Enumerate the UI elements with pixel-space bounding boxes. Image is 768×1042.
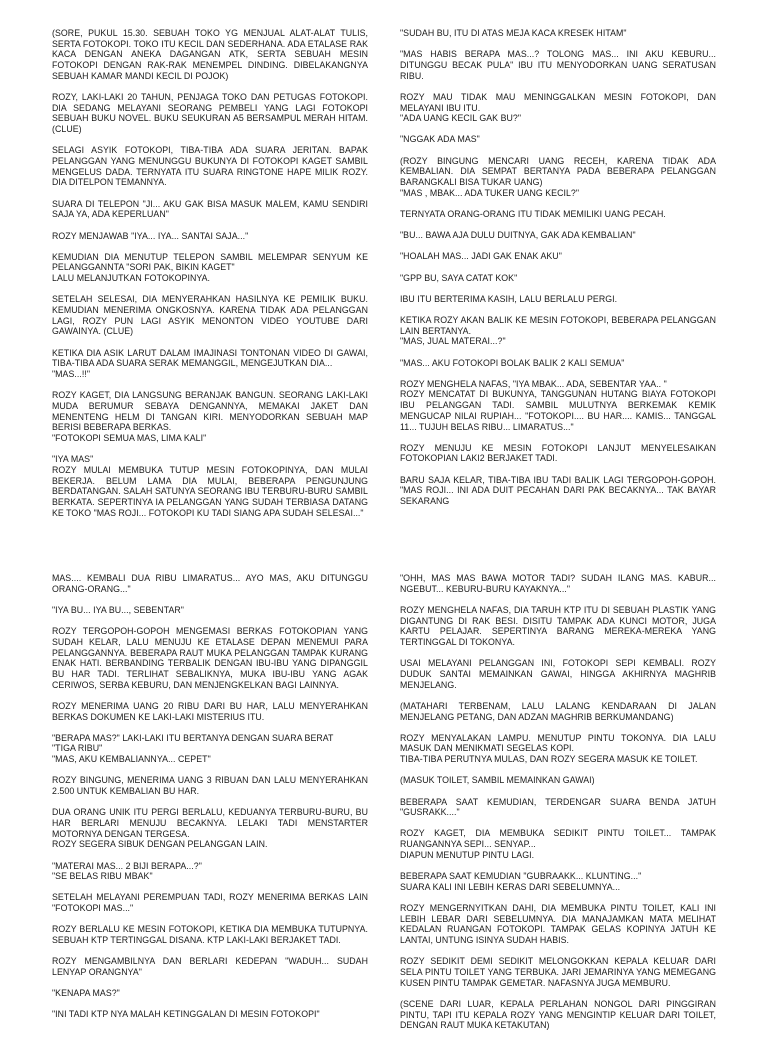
paragraph: (MATAHARI TERBENAM, LALU LALANG KENDARAAN DI JALAN MENJELANG PETANG, DAN ADZAN MAGHRIB BERKUMANDANG) — [400, 700, 716, 722]
paragraph: ROZY MENGHELA NAFAS, "IYA MBAK... ADA, SEBENTAR YAA.. " ROZY MENCATAT DI BUKUNYA, TANGGUNAN HUTANG BIAYA FOTOKOPI IBU PELANGGAN TADI. SAMBIL MULUTNYA BERKEMAK KEMIK MENGUCAP NILAI RUPIAH... "FOTOKOPI.... BU HAR.... KAMIS... TANGGAL 11... TUJUH BELAS RIBU... LIMARATUS..." — [400, 378, 716, 432]
paragraph: SETELAH SELESAI, DIA MENYERAHKAN HASILNYA KE PEMILIK BUKU. KEMUDIAN MENERIMA ONGKOSNYA. KARENA TIDAK ADA PELANGGAN LAGI, ROZY PUN LAGI ASYIK MENONTON VIDEO YOUTUBE DARI GAWAINYA. (CLUE) — [52, 294, 368, 337]
paragraph: USAI MELAYANI PELANGGAN INI, FOTOKOPI SEPI KEMBALI. ROZY DUDUK SANTAI MEMAINKAN GAWAI, HINGGA AKHIRNYA MAGHRIB MENJELANG. — [400, 658, 716, 690]
paragraph: ROZY MENGERNYITKAN DAHI, DIA MEMBUKA PINTU TOILET, KALI INI LEBIH LEBAR DARI SEBELUMNYA. DIA MANAJAMKAN MATA MELIHAT KEDALAN RUANGAN FOTOKOPI. TAMPAK GELAS KOPINYA JATUH KE LANTAI, UNTUNG ISINYA SUDAH HABIS. — [400, 902, 716, 946]
paragraph: (SCENE DARI LUAR, KEPALA PERLAHAN NONGOL DARI PINGGIRAN PINTU, TAPI ITU KEPALA ROZY YANG MENGINTIP KELUAR DARI TOILET, DENGAN RAUT MUKA KETAKUTAN) — [400, 998, 716, 1031]
paragraph: "MAS... AKU FOTOKOPI BOLAK BALIK 2 KALI SEMUA" — [400, 357, 625, 368]
paragraph: "MATERAI MAS... 2 BIJI BERAPA...?" "SE BELAS RIBU MBAK" — [52, 860, 202, 882]
paragraph: MAS.... KEMBALI DUA RIBU LIMARATUS... AYO MAS, AKU DITUNGGU ORANG-ORANG..." — [52, 573, 368, 594]
paragraph: ROZY MENUJU KE MESIN FOTOKOPI LANJUT MENYELESAIKAN FOTOKOPIAN LAKI2 BERJAKET TADI. — [400, 442, 716, 464]
paragraph: SELAGI ASYIK FOTOKOPI, TIBA-TIBA ADA SUARA JERITAN. BAPAK PELANGGAN YANG MENUNGGU BUKUNYA DI FOTOKOPI KAGET SAMBIL MENGELUS DADA. TERNYATA ITU SUARA RINGTONE HAPE MILIK ROZY. DIA DITELPON TEMANNYA. — [52, 145, 368, 188]
paragraph: "HOALAH MAS... JADI GAK ENAK AKU" — [400, 251, 562, 262]
paragraph: "IYA BU... IYA BU..., SEBENTAR" — [52, 604, 184, 615]
paragraph: BEBERAPA SAAT KEMUDIAN "GUBRAAKK... KLUNTING..." SUARA KALI INI LEBIH KERAS DARI SEBELUMNYA... — [400, 871, 642, 892]
paragraph: "KENAPA MAS?" — [52, 988, 120, 999]
page-1-left-column — [52, 28, 368, 529]
script-page-1 — [0, 0, 768, 518]
paragraph: ROZY MENGHELA NAFAS, DIA TARUH KTP ITU DI SEBUAH PLASTIK YANG DIGANTUNG DI RAK BESI. DISITU TAMPAK ADA KUNCI MOTOR, JUGA KARTU PELAJAR. SEPERTINYA BARANG MEREKA-MEREKA YANG TERTINGGAL DI TOKONYA. — [400, 604, 716, 648]
paragraph: ROZY MENYALAKAN LAMPU. MENUTUP PINTU TOKONYA. DIA LALU MASUK DAN MENIKMATI SEGELAS KOPI. TIBA-TIBA PERUTNYA MULAS, DAN ROZY SEGERA MASUK KE TOILET. — [400, 732, 716, 765]
paragraph: (ROZY BINGUNG MENCARI UANG RECEH, KARENA TIDAK ADA KEMBALIAN. DIA SEMPAT BERTANYA PADA BEBERAPA PELANGGAN BARANGKALI BISA TUKAR UANG) "MAS , MBAK... ADA TUKER UANG KECIL?" — [400, 155, 716, 198]
paragraph: ROZY MENJAWAB "IYA... IYA... SANTAI SAJA..." — [52, 230, 249, 241]
paragraph: ROZY MENGAMBILNYA DAN BERLARI KEDEPAN "WADUH... SUDAH LENYAP ORANGNYA" — [52, 956, 368, 977]
page-1-right-column — [400, 28, 716, 517]
paragraph: "MAS HABIS BERAPA MAS...? TOLONG MAS... INI AKU KEBURU... DITUNGGU BECAK PULA" IBU ITU MENYODORKAN UANG SERATUSAN RIBU. — [400, 49, 716, 81]
paragraph: SETELAH MELAYANI PEREMPUAN TADI, ROZY MENERIMA BERKAS LAIN "FOTOKOPI MAS..." — [52, 892, 368, 914]
paragraph: "IYA MAS" ROZY MULAI MEMBUKA TUTUP MESIN FOTOKOPINYA, DAN MULAI BEKERJA. BELUM LAMA DIA MULAI, BEBERAPA PENGUNJUNG BERDATANGAN. SALAH SATUNYA SEORANG IBU TERBURU-BURU SAMBIL BERKATA. SEPERTINYA IA PELANGGAN YANG SUDAH TERBIASA DATANG KE TOKO "MAS ROJI... FOTOKOPI KU TADI SIANG APA SUDAH SELESAI..." — [52, 454, 368, 518]
paragraph: IBU ITU BERTERIMA KASIH, LALU BERLALU PERGI. — [400, 293, 618, 304]
paragraph: ROZY MENERIMA UANG 20 RIBU DARI BU HAR, LALU MENYERAHKAN BERKAS DOKUMEN KE LAKI-LAKI MISTERIUS ITU. — [52, 700, 368, 722]
paragraph: "BERAPA MAS?" LAKI-LAKI ITU BERTANYA DENGAN SUARA BERAT "TIGA RIBU" "MAS, AKU KEMBALIANNYA... CEPET" — [52, 732, 334, 765]
paragraph: "BU... BAWA AJA DULU DUITNYA, GAK ADA KEMBALIAN" — [400, 230, 636, 241]
paragraph: "NGGAK ADA MAS" — [400, 134, 480, 145]
paragraph: ROZY SEDIKIT DEMI SEDIKIT MELONGOKKAN KEPALA KELUAR DARI SELA PINTU TOILET YANG TERBUKA. JARI JEMARINYA YANG MEMEGANG KUSEN PINTU TAMPAK GEMETAR. NAFASNYA JUGA MEMBURU. — [400, 956, 716, 988]
paragraph: KETIKA DIA ASIK LARUT DALAM IMAJINASI TONTONAN VIDEO DI GAWAI, TIBA-TIBA ADA SUARA SERAK MEMANGGIL, MENGEJUTKAN DIA... "MAS...!!" — [52, 347, 368, 380]
paragraph: ROZY KAGET, DIA MEMBUKA SEDIKIT PINTU TOILET... TAMPAK RUANGANNYA SEPI... SENYAP... DIAPUN MENUTUP PINTU LAGI. — [400, 828, 716, 860]
paragraph: "INI TADI KTP NYA MALAH KETINGGALAN DI MESIN FOTOKOPI" — [52, 1009, 320, 1020]
paragraph: BEBERAPA SAAT KEMUDIAN, TERDENGAR SUARA BENDA JATUH "GUSRAKK...." — [400, 796, 716, 818]
paragraph: "SUDAH BU, ITU DI ATAS MEJA KACA KRESEK HITAM" — [400, 28, 627, 38]
page-2-right-column — [400, 573, 716, 1042]
paragraph: "GPP BU, SAYA CATAT KOK" — [400, 272, 518, 283]
paragraph: ROZY TERGOPOH-GOPOH MENGEMASI BERKAS FOTOKOPIAN YANG SUDAH KELAR, LALU MENUJU KE ETALASE DEPAN MENEMUI PARA PELANGGANNYA. BEBERAPA RAUT MUKA PELANGGAN TAMPAK KURANG ENAK HATI. BERBANDING TERBALIK DENGAN IBU-IBU YANG DIPANGGIL BU HAR TADI. TERLIHAT SEBALIKNYA, MUKA IBU-IBU YANG AGAK CERIWOS, SERBA KEBURU, DAN MENJENGKELKAN BAGI LAINNYA. — [52, 626, 368, 690]
paragraph: KETIKA ROZY AKAN BALIK KE MESIN FOTOKOPI, BEBERAPA PELANGGAN LAIN BERTANYA. "MAS, JUAL MATERAI...?" — [400, 314, 716, 347]
paragraph: ROZY, LAKI-LAKI 20 TAHUN, PENJAGA TOKO DAN PETUGAS FOTOKOPI. DIA SEDANG MELAYANI SEORANG PEMBELI YANG LAGI FOTOKOPI SEBUAH BUKU NOVEL. BUKU SEUKURAN A5 BERSAMPUL MERAH HITAM. (CLUE) — [52, 92, 368, 135]
paragraph: (SORE, PUKUL 15.30. SEBUAH TOKO YG MENJUAL ALAT-ALAT TULIS, SERTA FOTOKOPI. TOKO ITU KECIL DAN SEDERHANA. ADA ETALASE RAK KACA DENGAN ANEKA DAGANGAN ATK, SERTA SEBUAH MESIN FOTOKOPI DENGAN RAK-RAK MENEMPEL DINDING. DIBELAKANGNYA SEBUAH KAMAR MANDI KECIL DI POJOK) — [52, 28, 368, 81]
script-page-2 — [0, 565, 768, 1031]
paragraph: ROZY BINGUNG, MENERIMA UANG 3 RIBUAN DAN LALU MENYERAHKAN 2.500 UNTUK KEMBALIAN BU HAR. — [52, 775, 368, 797]
paragraph: KEMUDIAN DIA MENUTUP TELEPON SAMBIL MELEMPAR SENYUM KE PELANGGANNTA "SORI PAK, BIKIN KAGET" LALU MELANJUTKAN FOTOKOPINYA. — [52, 251, 368, 284]
paragraph: "OHH, MAS MAS BAWA MOTOR TADI? SUDAH ILANG MAS. KABUR... NGEBUT... KEBURU-BURU KAYAKNYA..." — [400, 573, 716, 594]
paragraph: DUA ORANG UNIK ITU PERGI BERLALU, KEDUANYA TERBURU-BURU, BU HAR BERLARI MENUJU BECAKNYA. LELAKI TADI MENSTARTER MOTORNYA DENGAN TERGESA. ROZY SEGERA SIBUK DENGAN PELANGGAN LAIN. — [52, 807, 368, 850]
paragraph: BARU SAJA KELAR, TIBA-TIBA IBU TADI BALIK LAGI TERGOPOH-GOPOH. "MAS ROJI... INI ADA DUIT PECAHAN DARI PAK BECAKNYA... TAK BAYAR SEKARANG — [400, 474, 716, 507]
paragraph: (MASUK TOILET, SAMBIL MEMAINKAN GAWAI) — [400, 775, 595, 786]
paragraph: ROZY KAGET, DIA LANGSUNG BERANJAK BANGUN. SEORANG LAKI-LAKI MUDA BERUMUR SEBAYA DENGANNYA, MEMAKAI JAKET DAN MENENTENG HELM DI TANGAN KIRI. MENYODORKAN SEBUAH MAP BERISI BEBERAPA BERKAS. "FOTOKOPI SEMUA MAS, LIMA KALI" — [52, 390, 368, 444]
paragraph: TERNYATA ORANG-ORANG ITU TIDAK MEMILIKI UANG PECAH. — [400, 208, 666, 219]
paragraph: ROZY MAU TIDAK MAU MENINGGALKAN MESIN FOTOKOPI, DAN MELAYANI IBU ITU. "ADA UANG KECIL GAK BU?" — [400, 91, 716, 124]
paragraph: ROZY BERLALU KE MESIN FOTOKOPI, KETIKA DIA MEMBUKA TUTUPNYA. SEBUAH KTP TERTINGGAL DISANA. KTP LAKI-LAKI BERJAKET TADI. — [52, 924, 368, 946]
paragraph: SUARA DI TELEPON "JI... AKU GAK BISA MASUK MALEM, KAMU SENDIRI SAJA YA, ADA KEPERLUAN" — [52, 198, 368, 220]
page-2-left-column — [52, 573, 368, 1031]
